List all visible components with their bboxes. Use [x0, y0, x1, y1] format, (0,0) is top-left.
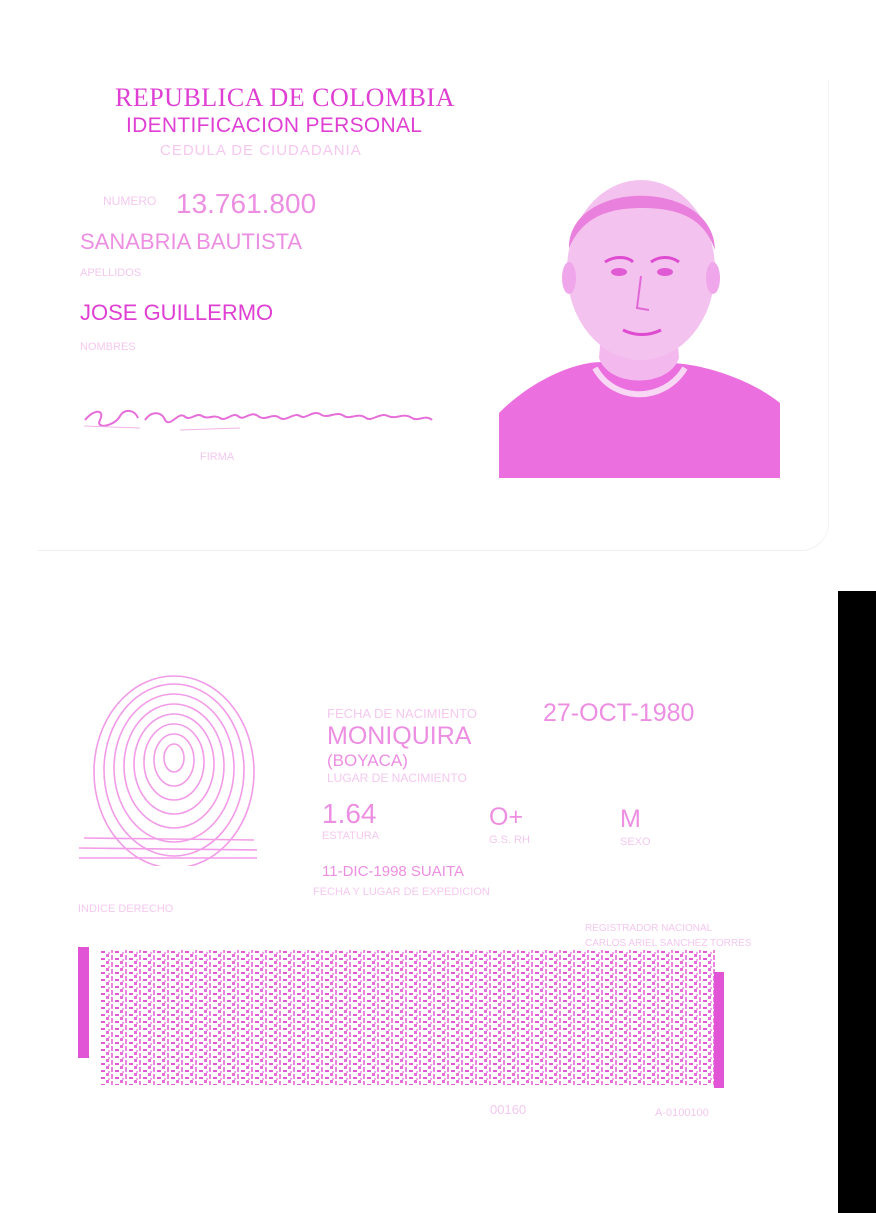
fingerprint-image: [74, 668, 262, 866]
scan-edge-bar: [838, 591, 876, 1213]
id-number: 13.761.800: [176, 188, 317, 219]
registrar-title: REGISTRADOR NACIONAL: [585, 923, 713, 934]
birth-date-label: FECHA DE NACIMIENTO: [327, 706, 478, 721]
birth-date: 27-OCT-1980: [543, 699, 695, 727]
given-names: JOSE GUILLERMO: [80, 300, 274, 325]
country-title: REPUBLICA DE COLOMBIA: [115, 83, 455, 112]
given-names-label: NOMBRES: [80, 341, 136, 353]
fingerprint-label: INDICE DERECHO: [78, 903, 174, 915]
birth-place-label: LUGAR DE NACIMIENTO: [327, 771, 467, 785]
sex-label: SEXO: [620, 836, 651, 848]
registrar-name: CARLOS ARIEL SANCHEZ TORRES: [585, 938, 752, 949]
portrait-photo: [499, 158, 780, 478]
document-subtitle: IDENTIFICACION PERSONAL: [126, 114, 423, 137]
issue-date-place: 11-DIC-1998 SUAITA: [322, 863, 464, 880]
signature-label: FIRMA: [200, 451, 235, 463]
surname: SANABRIA BAUTISTA: [80, 229, 303, 254]
height: 1.64: [322, 798, 377, 829]
pdf417-barcode: [78, 947, 730, 1088]
serial-number: 00160: [490, 1102, 527, 1117]
issue-label: FECHA Y LUGAR DE EXPEDICION: [313, 886, 490, 898]
blood-type-label: G.S. RH: [489, 834, 530, 846]
document-type: CEDULA DE CIUDADANIA: [160, 142, 362, 159]
blood-type: O+: [489, 803, 524, 831]
height-label: ESTATURA: [322, 830, 380, 842]
serial-extra: A-0100100: [655, 1107, 709, 1119]
birth-city: MONIQUIRA: [327, 722, 472, 750]
birth-department: (BOYACA): [327, 751, 408, 770]
sex: M: [620, 805, 641, 833]
number-label: NUMERO: [103, 194, 157, 208]
surname-label: APELLIDOS: [80, 267, 142, 279]
signature-image: [80, 398, 450, 438]
